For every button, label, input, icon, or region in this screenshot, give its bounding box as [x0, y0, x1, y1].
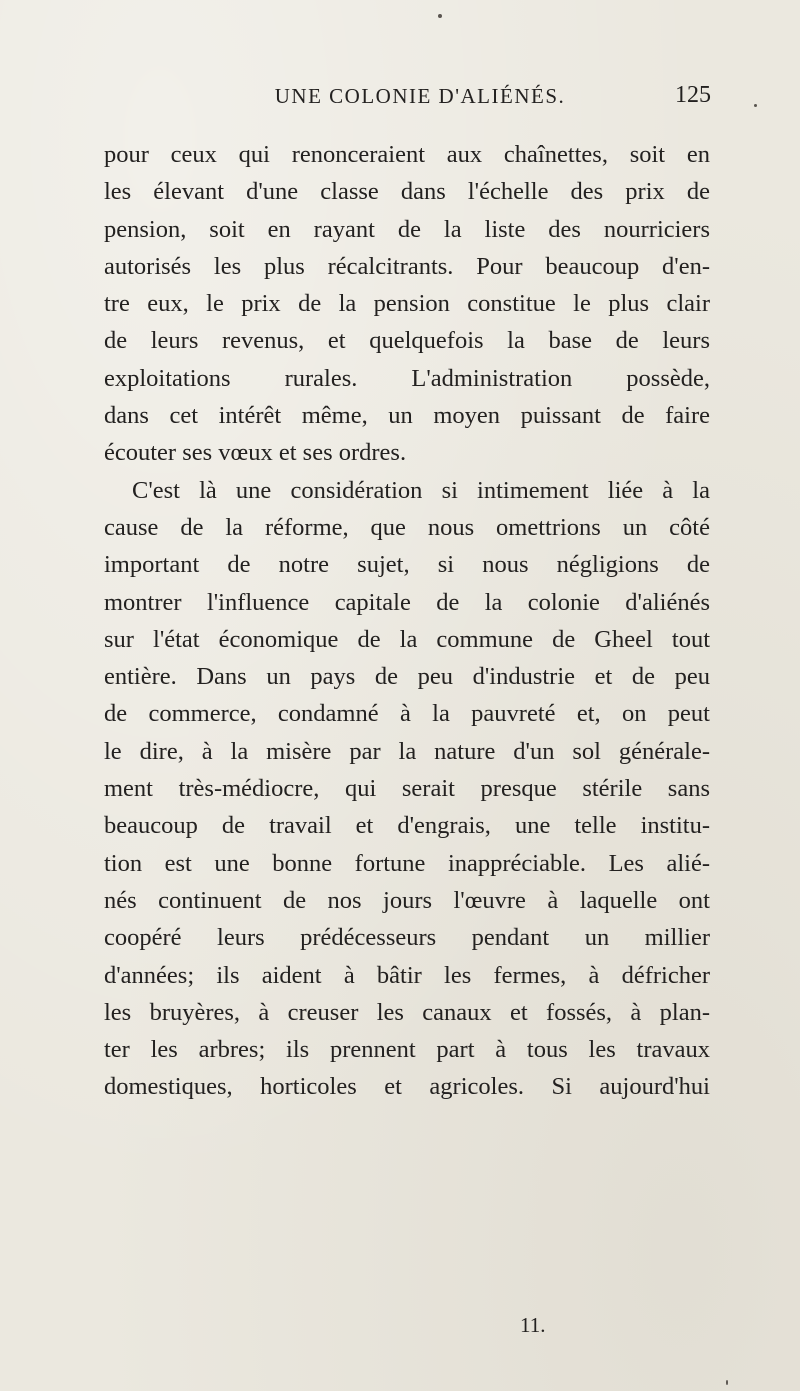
print-speck	[726, 1380, 728, 1385]
text-line: montrer l'influence capitale de la colonie d'aliénés	[104, 588, 710, 616]
text-line: exploitations rurales. L'administration possède,	[104, 364, 710, 392]
print-speck	[754, 104, 757, 107]
running-title: UNE COLONIE D'ALIÉNÉS.	[274, 84, 566, 108]
text-line: tion est une bonne fortune inappréciable. Les alié-	[104, 849, 710, 877]
text-line: ment très-médiocre, qui serait presque stérile sans	[104, 775, 710, 803]
text-line: C'est là une considération si intimement liée à la	[132, 476, 710, 504]
text-line: nés continuent de nos jours l'œuvre à laquelle ont	[104, 886, 710, 914]
body-text	[104, 136, 710, 1106]
print-speck	[438, 14, 442, 18]
page-number: 125	[675, 82, 711, 108]
text-line: cause de la réforme, que nous omettrions un côté	[104, 513, 710, 541]
text-line: de commerce, condamné à la pauvreté et, on peut	[104, 700, 710, 728]
text-line: domestiques, horticoles et agricoles. Si aujourd'hui	[104, 1073, 710, 1101]
text-line: les bruyères, à creuser les canaux et fossés, à plan-	[104, 998, 710, 1026]
text-line: les élevant d'une classe dans l'échelle des prix de	[104, 178, 710, 206]
text-line: important de notre sujet, si nous négligions de	[104, 551, 710, 579]
text-line: entière. Dans un pays de peu d'industrie et de peu	[104, 663, 710, 691]
text-line: pension, soit en rayant de la liste des nourriciers	[104, 215, 710, 243]
text-line: dans cet intérêt même, un moyen puissant de faire	[104, 402, 710, 430]
running-header	[0, 84, 800, 124]
text-line: tre eux, le prix de la pension constitue le plus clair	[104, 290, 710, 318]
text-line: ter les arbres; ils prennent part à tous les travaux	[104, 1036, 710, 1064]
text-line: autorisés les plus récalcitrants. Pour beaucoup d'en-	[104, 252, 710, 280]
text-line: de leurs revenus, et quelquefois la base de leurs	[104, 327, 710, 355]
text-line: coopéré leurs prédécesseurs pendant un millier	[104, 924, 710, 952]
text-line: d'années; ils aident à bâtir les fermes, à défricher	[104, 961, 710, 989]
text-line: écouter ses vœux et ses ordres.	[104, 439, 407, 467]
text-line: pour ceux qui renonceraient aux chaînettes, soit en	[104, 141, 710, 168]
text-line: beaucoup de travail et d'engrais, une telle institu-	[104, 812, 710, 840]
text-line: le dire, à la misère par la nature d'un sol générale-	[104, 737, 710, 765]
text-line: sur l'état économique de la commune de Gheel tout	[104, 625, 710, 653]
signature-mark: 11.	[520, 1313, 546, 1337]
